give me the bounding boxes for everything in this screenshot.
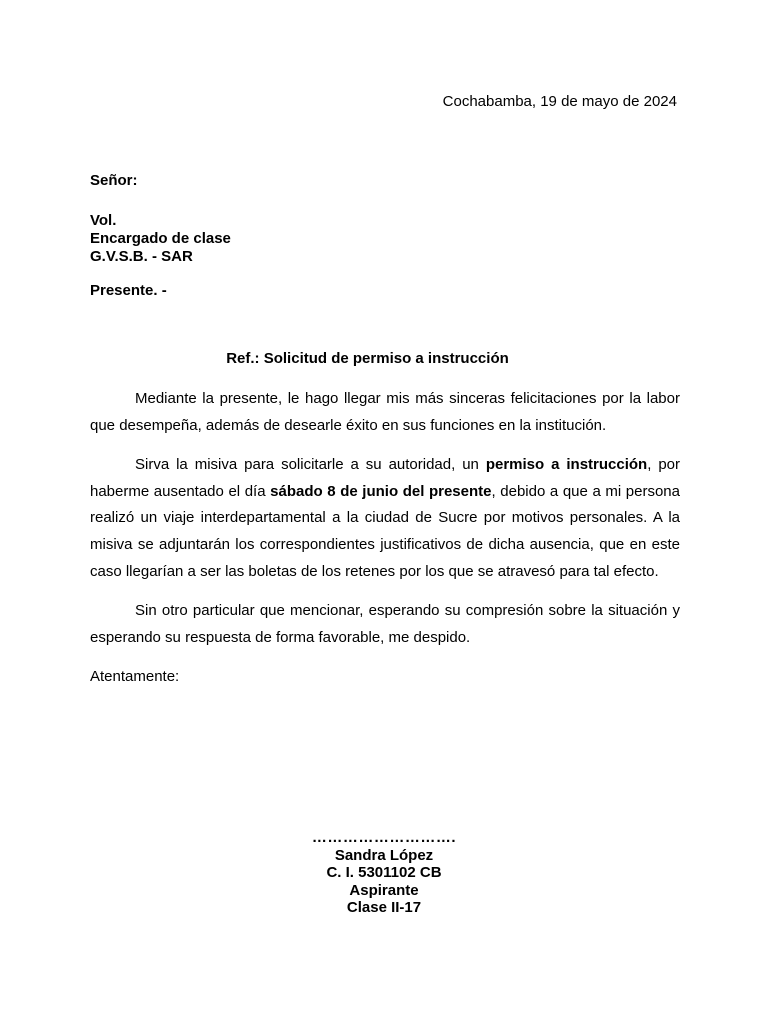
letter-body bbox=[90, 386, 680, 704]
signer-class: Clase II-17 bbox=[346, 899, 422, 916]
reference-line: Ref.: Solicitud de permiso a instrucción bbox=[226, 350, 509, 367]
paragraph-2-bold-1: permiso a instrucción bbox=[485, 456, 648, 474]
addressee-title: Vol. bbox=[90, 212, 117, 229]
paragraph-2-part-1: Sirva la misiva para solicitarle a su autoridad, un bbox=[135, 456, 486, 474]
paragraph-2 bbox=[90, 452, 680, 585]
signature-line: ………………………. bbox=[311, 829, 457, 846]
closing: Atentamente: bbox=[90, 668, 180, 686]
addressee-organization: G.V.S.B. - SAR bbox=[90, 248, 193, 265]
salutation: Señor: bbox=[90, 172, 138, 189]
signer-name: Sandra López bbox=[334, 846, 434, 864]
signature-block bbox=[230, 829, 538, 917]
addressee-position: Encargado de clase bbox=[90, 230, 231, 247]
presente-line: Presente. - bbox=[90, 282, 167, 299]
letter-date: Cochabamba, 19 de mayo de 2024 bbox=[442, 93, 677, 110]
addressee-block bbox=[90, 172, 680, 266]
paragraph-2-bold-2: sábado 8 de junio del presente bbox=[270, 482, 492, 500]
paragraph-2-part-3: , debido a que a mi persona realizó un viaje interdepartamental a la ciudad de Sucre por motivos personales. A la misiva se adjuntarán los correspondientes justificativos de dicha ausencia, que en este caso llegarían a ser las boletas de los retenes por los que se atravesó para tal efecto. bbox=[90, 482, 680, 580]
signer-id: C. I. 5301102 CB bbox=[326, 864, 442, 881]
paragraph-1: Mediante la presente, le hago llegar mis más sinceras felicitaciones por la labor que desempeña, además de desearle éxito en sus funciones en la institución. bbox=[90, 390, 680, 434]
paragraph-3: Sin otro particular que mencionar, esperando su compresión sobre la situación y esperando su respuesta de forma favorable, me despido. bbox=[90, 602, 680, 646]
signer-role: Aspirante bbox=[349, 881, 419, 899]
paragraph-2-part-2: , por haberme ausentado el día bbox=[90, 456, 681, 500]
